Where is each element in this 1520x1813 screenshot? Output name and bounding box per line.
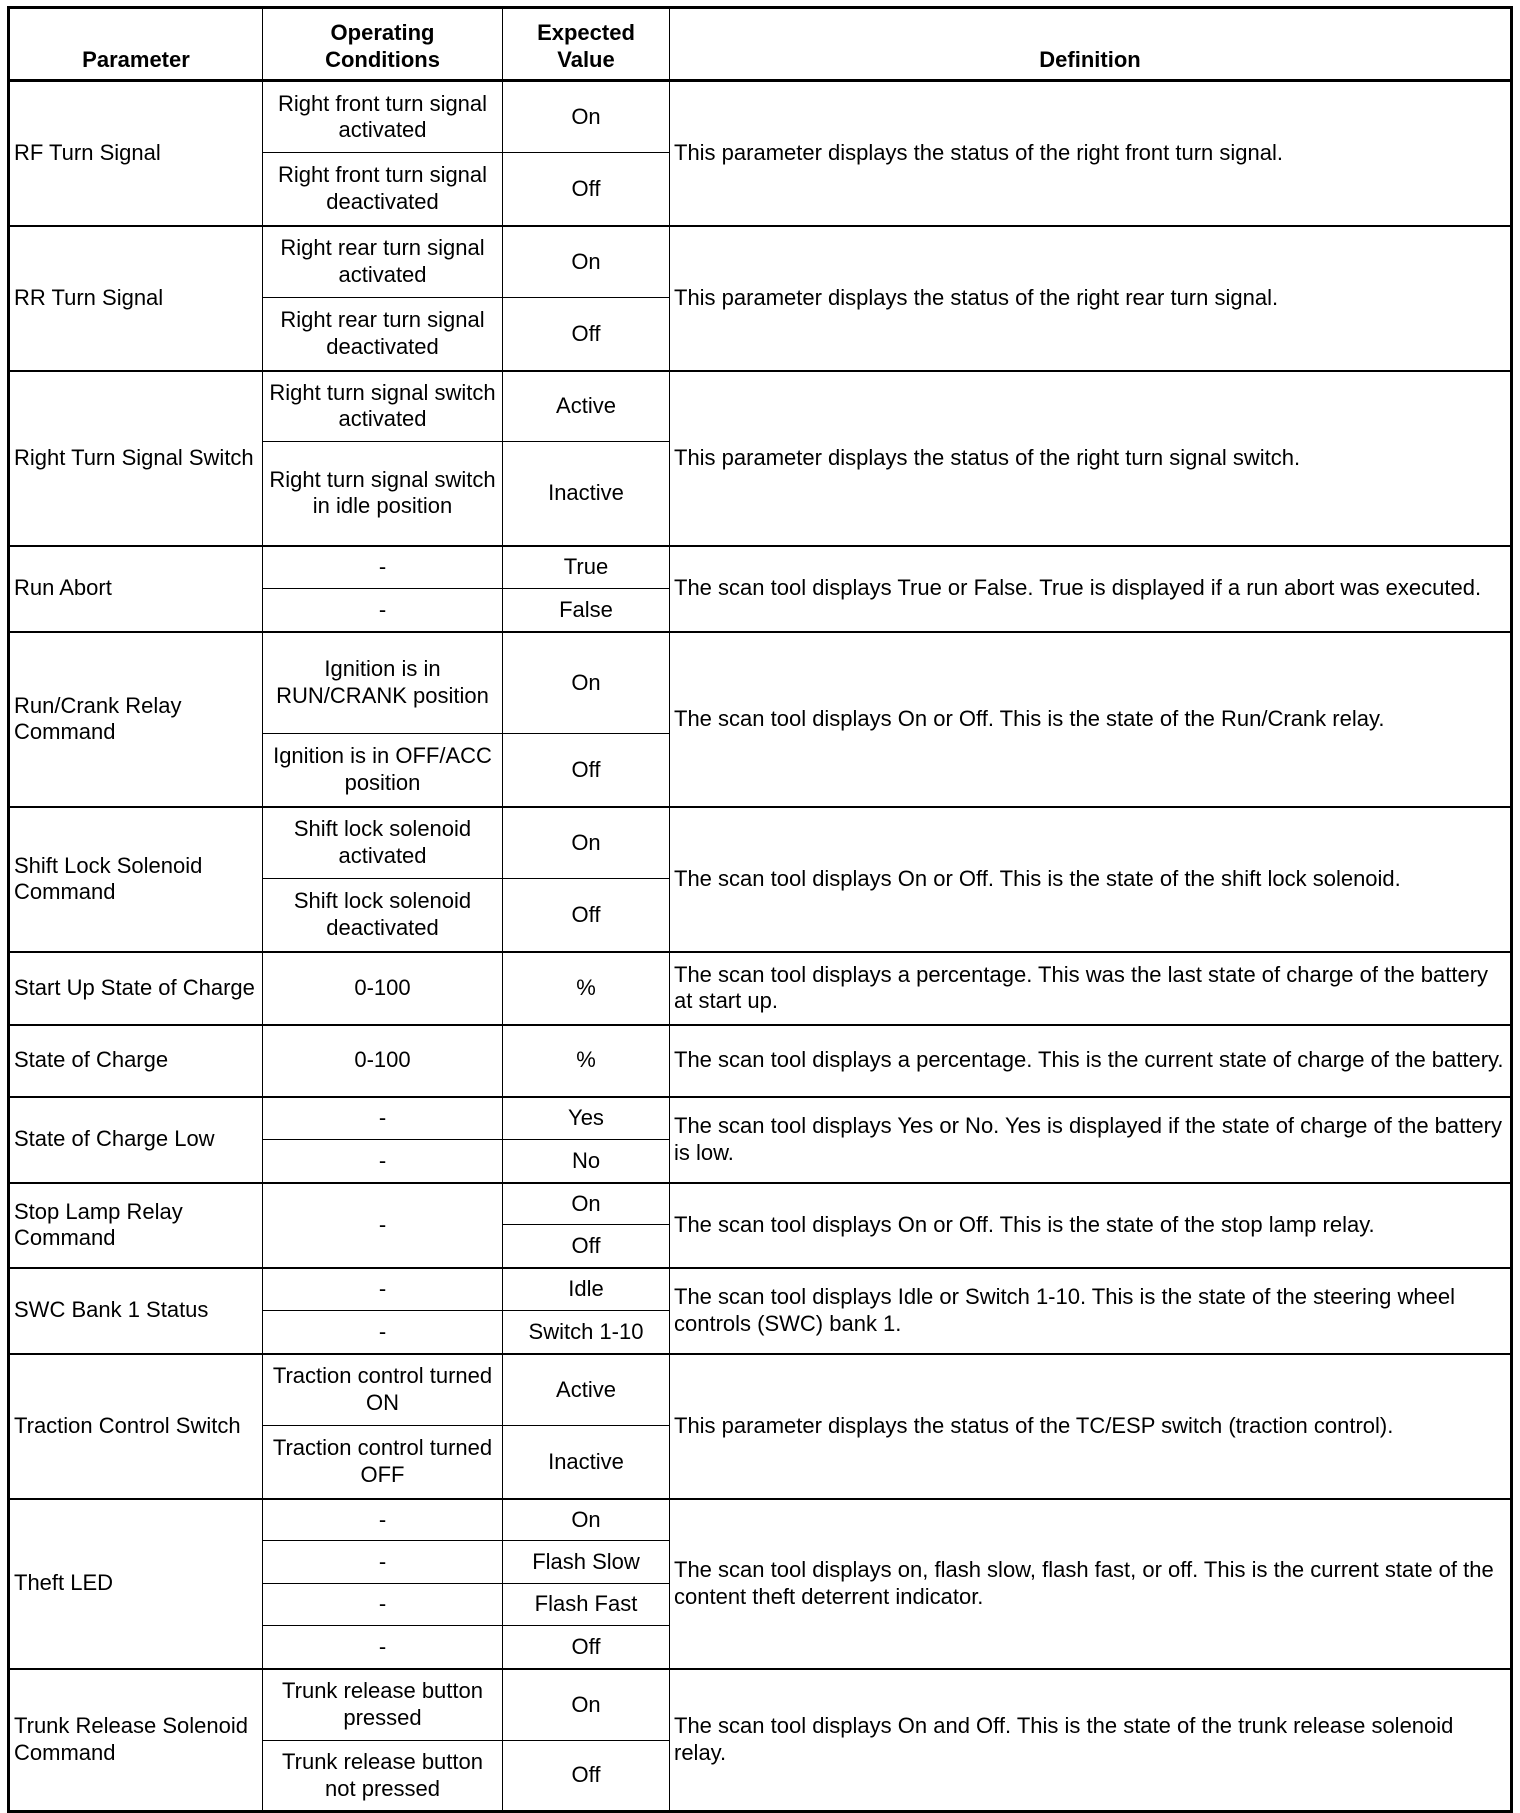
definition-cell: This parameter displays the status of the right rear turn signal. xyxy=(670,226,1512,371)
table-row xyxy=(9,1183,1512,1225)
definition-cell: This parameter displays the status of the TC/ESP switch (traction control). xyxy=(670,1354,1512,1499)
parameter-name-cell: State of Charge Low xyxy=(9,1097,263,1183)
operating-condition-cell: Shift lock solenoid activated xyxy=(263,807,503,879)
parameter-name-cell: Theft LED xyxy=(9,1499,263,1669)
operating-condition-cell: - xyxy=(263,1183,503,1268)
expected-value-cell: On xyxy=(503,81,670,153)
expected-value-cell: On xyxy=(503,1499,670,1541)
table-row xyxy=(9,1268,1512,1311)
parameter-name-cell: RF Turn Signal xyxy=(9,81,263,226)
parameter-group xyxy=(9,1097,1512,1183)
header-row xyxy=(9,8,1512,81)
expected-value-cell: Yes xyxy=(503,1097,670,1140)
parameter-group xyxy=(9,371,1512,546)
definition-cell: The scan tool displays On or Off. This is the state of the shift lock solenoid. xyxy=(670,807,1512,952)
expected-value-cell: On xyxy=(503,1183,670,1225)
expected-value-cell: Off xyxy=(503,734,670,807)
expected-value-cell: Active xyxy=(503,1354,670,1426)
operating-condition-cell: - xyxy=(263,1268,503,1311)
operating-condition-cell: Right turn signal switch activated xyxy=(263,371,503,442)
header-definition: Definition xyxy=(670,8,1512,81)
expected-value-cell: Off xyxy=(503,1225,670,1268)
operating-condition-cell: Right front turn signal deactivated xyxy=(263,153,503,226)
parameter-name-cell: Run Abort xyxy=(9,546,263,632)
expected-value-cell: Off xyxy=(503,1741,670,1812)
operating-condition-cell: - xyxy=(263,1311,503,1354)
expected-value-cell: Off xyxy=(503,298,670,371)
parameter-group xyxy=(9,81,1512,226)
parameter-group xyxy=(9,1268,1512,1354)
operating-condition-cell: - xyxy=(263,1499,503,1541)
parameter-group xyxy=(9,1354,1512,1499)
parameter-group xyxy=(9,632,1512,807)
parameter-group xyxy=(9,1025,1512,1097)
definition-cell: The scan tool displays True or False. True is displayed if a run abort was executed. xyxy=(670,546,1512,632)
expected-value-cell: On xyxy=(503,807,670,879)
expected-value-cell: Inactive xyxy=(503,442,670,546)
expected-value-cell: On xyxy=(503,1669,670,1741)
expected-value-cell: % xyxy=(503,1025,670,1097)
expected-value-cell: % xyxy=(503,952,670,1025)
expected-value-cell: Inactive xyxy=(503,1426,670,1499)
operating-condition-cell: Right rear turn signal deactivated xyxy=(263,298,503,371)
expected-value-cell: Off xyxy=(503,1626,670,1669)
parameter-name-cell: Stop Lamp Relay Command xyxy=(9,1183,263,1268)
operating-condition-cell: Ignition is in RUN/CRANK position xyxy=(263,632,503,734)
definition-cell: The scan tool displays Yes or No. Yes is displayed if the state of charge of the battery is low. xyxy=(670,1097,1512,1183)
table-row xyxy=(9,226,1512,298)
operating-condition-cell: - xyxy=(263,1097,503,1140)
parameter-name-cell: Traction Control Switch xyxy=(9,1354,263,1499)
parameter-group xyxy=(9,1499,1512,1669)
expected-value-cell: No xyxy=(503,1140,670,1183)
operating-condition-cell: 0-100 xyxy=(263,1025,503,1097)
table-row xyxy=(9,1354,1512,1426)
expected-value-cell: On xyxy=(503,632,670,734)
table-row xyxy=(9,1669,1512,1741)
parameter-name-cell: RR Turn Signal xyxy=(9,226,263,371)
expected-value-cell: Active xyxy=(503,371,670,442)
parameter-name-cell: Shift Lock Solenoid Command xyxy=(9,807,263,952)
operating-condition-cell: - xyxy=(263,1584,503,1626)
operating-condition-cell: Right rear turn signal activated xyxy=(263,226,503,298)
parameter-name-cell: State of Charge xyxy=(9,1025,263,1097)
table-row xyxy=(9,632,1512,734)
parameter-table xyxy=(7,6,1513,1813)
expected-value-cell: Off xyxy=(503,153,670,226)
parameter-group xyxy=(9,807,1512,952)
expected-value-cell: Off xyxy=(503,879,670,952)
definition-cell: The scan tool displays On or Off. This is the state of the stop lamp relay. xyxy=(670,1183,1512,1268)
expected-value-cell: Idle xyxy=(503,1268,670,1311)
table-row xyxy=(9,1025,1512,1097)
operating-condition-cell: Right front turn signal activated xyxy=(263,81,503,153)
operating-condition-cell: - xyxy=(263,589,503,632)
definition-cell: The scan tool displays On and Off. This is the state of the trunk release solenoid relay. xyxy=(670,1669,1512,1812)
operating-condition-cell: Ignition is in OFF/ACC position xyxy=(263,734,503,807)
parameter-group xyxy=(9,1183,1512,1268)
definition-cell: The scan tool displays On or Off. This is the state of the Run/Crank relay. xyxy=(670,632,1512,807)
parameter-group xyxy=(9,952,1512,1025)
definition-cell: The scan tool displays a percentage. This is the current state of charge of the battery. xyxy=(670,1025,1512,1097)
parameter-group xyxy=(9,226,1512,371)
table-row xyxy=(9,952,1512,1025)
expected-value-cell: Flash Fast xyxy=(503,1584,670,1626)
operating-condition-cell: Trunk release button pressed xyxy=(263,1669,503,1741)
operating-condition-cell: Shift lock solenoid deactivated xyxy=(263,879,503,952)
table-row xyxy=(9,371,1512,442)
table-row xyxy=(9,81,1512,153)
operating-condition-cell: - xyxy=(263,546,503,589)
parameter-name-cell: Right Turn Signal Switch xyxy=(9,371,263,546)
expected-value-cell: True xyxy=(503,546,670,589)
table-row xyxy=(9,807,1512,879)
expected-value-cell: Switch 1-10 xyxy=(503,1311,670,1354)
parameter-name-cell: SWC Bank 1 Status xyxy=(9,1268,263,1354)
header-parameter: Parameter xyxy=(9,8,263,81)
operating-condition-cell: Trunk release button not pressed xyxy=(263,1741,503,1812)
parameter-name-cell: Run/Crank Relay Command xyxy=(9,632,263,807)
operating-condition-cell: - xyxy=(263,1541,503,1584)
parameter-group xyxy=(9,546,1512,632)
expected-value-cell: On xyxy=(503,226,670,298)
parameter-group xyxy=(9,1669,1512,1812)
definition-cell: The scan tool displays Idle or Switch 1-10. This is the state of the steering wheel controls (SWC) bank 1. xyxy=(670,1268,1512,1354)
parameter-name-cell: Start Up State of Charge xyxy=(9,952,263,1025)
header-expected-value: Expected Value xyxy=(503,8,670,81)
header-operating-conditions: Operating Conditions xyxy=(263,8,503,81)
operating-condition-cell: - xyxy=(263,1626,503,1669)
definition-cell: This parameter displays the status of the right front turn signal. xyxy=(670,81,1512,226)
table-row xyxy=(9,546,1512,589)
operating-condition-cell: 0-100 xyxy=(263,952,503,1025)
definition-cell: The scan tool displays on, flash slow, flash fast, or off. This is the current state of the content theft deterrent indicator. xyxy=(670,1499,1512,1669)
operating-condition-cell: - xyxy=(263,1140,503,1183)
operating-condition-cell: Traction control turned OFF xyxy=(263,1426,503,1499)
expected-value-cell: False xyxy=(503,589,670,632)
definition-cell: This parameter displays the status of the right turn signal switch. xyxy=(670,371,1512,546)
parameter-name-cell: Trunk Release Solenoid Command xyxy=(9,1669,263,1812)
operating-condition-cell: Traction control turned ON xyxy=(263,1354,503,1426)
table-row xyxy=(9,1097,1512,1140)
definition-cell: The scan tool displays a percentage. This was the last state of charge of the battery at start up. xyxy=(670,952,1512,1025)
expected-value-cell: Flash Slow xyxy=(503,1541,670,1584)
table-row xyxy=(9,1499,1512,1541)
operating-condition-cell: Right turn signal switch in idle position xyxy=(263,442,503,546)
